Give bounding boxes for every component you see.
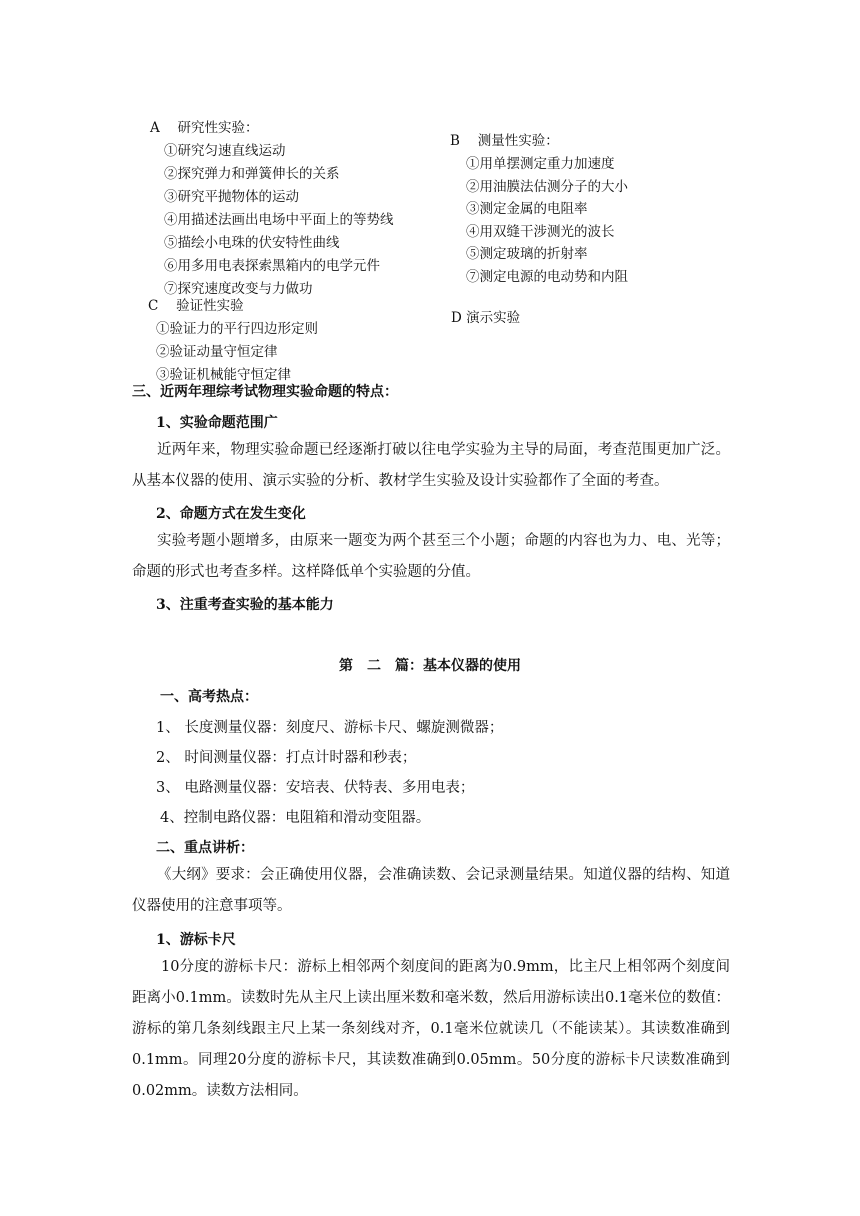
box-c-item: ②验证动量守恒定律	[156, 344, 278, 360]
box-a-item: ④用描述法画出电场中平面上的等势线	[164, 212, 394, 228]
box-b-item: ②用油膜法估测分子的大小	[466, 179, 628, 195]
section-three-item-1: 1、实验命题范围广	[156, 415, 278, 431]
hot-topic-item: 2、 时间测量仪器：打点计时器和秒表；	[156, 750, 417, 766]
hot-topic-item: 3、 电路测量仪器：安培表、伏特表、多用电表；	[156, 780, 475, 796]
section-three-paragraph-1: 近两年来，物理实验命题已经逐渐打破以往电学实验为主导的局面，考查范围更加广泛。从基本仪器的使用、演示实验的分析、教材学生实验及设计实验都作了全面的考查。	[132, 442, 730, 489]
key-points-paragraph: 《大纲》要求：会正确使用仪器，会准确读数、会记录测量结果。知道仪器的结构、知道仪器使用的注意事项等。	[132, 867, 730, 914]
box-a-title: A 研究性实验：	[150, 120, 259, 136]
box-measurement-experiments	[445, 124, 725, 286]
box-research-experiments	[140, 112, 440, 297]
hot-topics-heading: 一、高考热点：	[160, 689, 258, 705]
section-three-item-3: 3、注重考查实验的基本能力	[156, 597, 334, 613]
section-three-paragraph-2: 实验考题小题增多，由原来一题变为两个甚至三个小题；命题的内容也为力、电、光等；命题的形式也考查多样。这样降低单个实验题的分值。	[132, 533, 730, 580]
box-c-title: C 验证性实验	[148, 298, 244, 314]
section-three-heading: 三、近两年理综考试物理实验命题的特点：	[132, 384, 398, 400]
vernier-caliper-heading: 1、游标卡尺	[156, 932, 236, 948]
box-c-item: ①验证力的平行四边形定则	[156, 321, 318, 337]
vernier-caliper-paragraph: 10分度的游标卡尺：游标上相邻两个刻度间的距离为0.9mm，比主尺上相邻两个刻度间距离小0.1mm。读数时先从主尺上读出厘米数和毫米数，然后用游标读出0.1毫米位的数值：游标的第几条刻线跟主尺上某一条刻线对齐，0.1毫米位就读几（不能读某）。其读数准确到0.1mm。同理20分度的游标卡尺，其读数准确到0.05mm。50分度的游标卡尺读数准确到0.02mm。读数方法相同。	[132, 959, 730, 1099]
box-c-item: ③验证机械能守恒定律	[156, 367, 291, 383]
box-a-item: ①研究匀速直线运动	[164, 143, 286, 159]
box-demonstration-experiments	[445, 302, 645, 330]
box-a-item: ⑤描绘小电珠的伏安特性曲线	[164, 235, 340, 251]
box-b-item: ④用双缝干涉测光的波长	[466, 224, 615, 240]
box-a-item: ③研究平抛物体的运动	[164, 189, 299, 205]
box-verification-experiments	[140, 290, 440, 383]
box-b-item: ①用单摆测定重力加速度	[466, 156, 615, 172]
part-two-title: 第 二 篇：基本仪器的使用	[339, 658, 521, 674]
box-d-title: D 演示实验	[451, 310, 521, 326]
box-a-item: ⑥用多用电表探索黑箱内的电学元件	[164, 258, 380, 274]
section-three-item-2: 2、命题方式在发生变化	[156, 506, 306, 522]
box-b-title: B 测量性实验：	[450, 133, 559, 149]
hot-topic-item: 4、控制电路仪器：电阻箱和滑动变阻器。	[160, 810, 431, 826]
box-b-item: ⑤测定玻璃的折射率	[466, 246, 588, 262]
hot-topic-item: 1、 长度测量仪器：刻度尺、游标卡尺、螺旋测微器；	[156, 720, 504, 736]
box-b-item: ③测定金属的电阻率	[466, 201, 588, 217]
key-points-heading: 二、重点讲析：	[156, 840, 254, 856]
box-b-item: ⑦测定电源的电动势和内阻	[466, 269, 628, 285]
box-a-item: ②探究弹力和弹簧伸长的关系	[164, 166, 340, 182]
box-a-item: ⑦探究速度改变与力做功	[164, 281, 313, 297]
